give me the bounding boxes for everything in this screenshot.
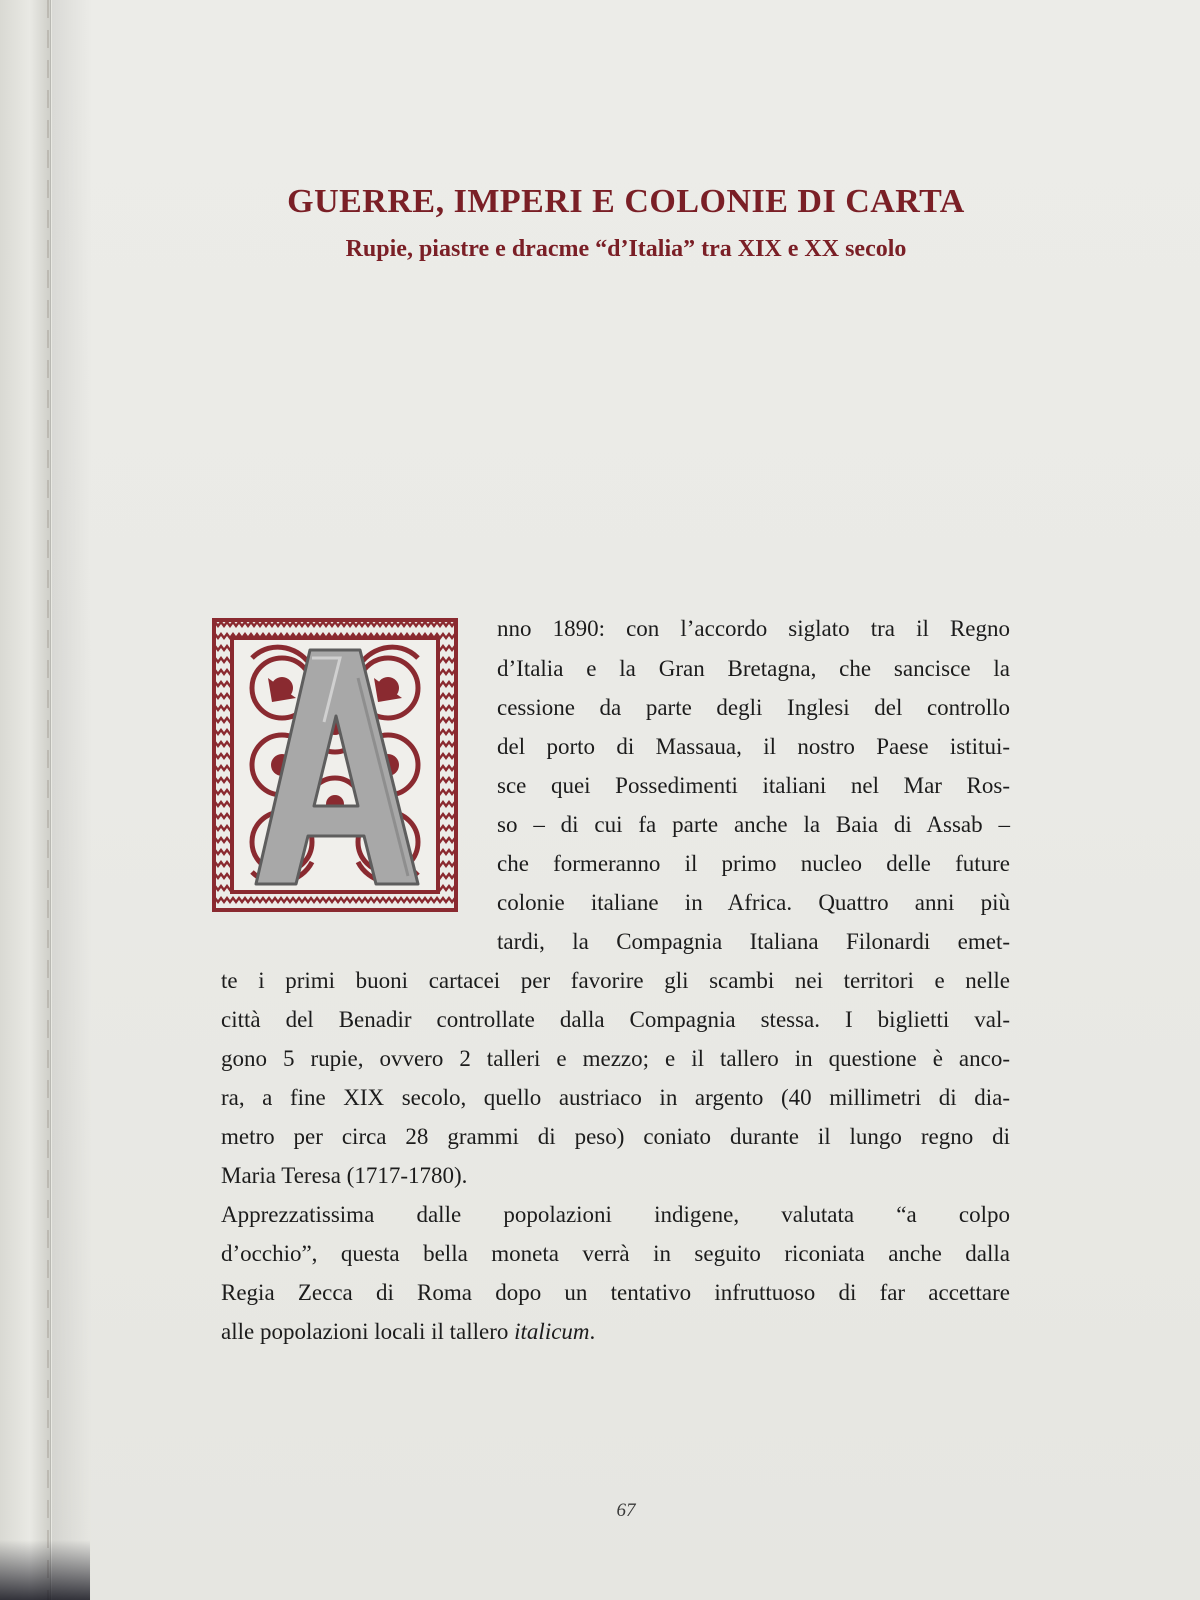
text-line: d’occhio”, questa bella moneta verrà in seguito riconiata anche dalla — [221, 1241, 1010, 1266]
text-line: sce quei Possedimenti italiani nel Mar Ros- — [497, 773, 1010, 798]
text-line: Regia Zecca di Roma dopo un tentativo infruttuoso di far accettare — [221, 1280, 1010, 1305]
text-line: d’Italia e la Gran Bretagna, che sancisce la — [497, 656, 1010, 681]
text-line-last — [221, 1317, 1010, 1347]
text-line: nno 1890: con l’accordo siglato tra il Regno — [497, 616, 1010, 641]
text-fragment: . — [589, 1319, 596, 1344]
chapter-subtitle: Rupie, piastre e dracme “d’Italia” tra XIX e XX secolo — [345, 236, 907, 262]
text-fragment: alle popolazioni locali il tallero — [221, 1319, 515, 1344]
text-line: Apprezzatissima dalle popolazioni indigene, valutata “a colpo — [221, 1202, 1010, 1227]
text-line: gono 5 rupie, ovvero 2 talleri e mezzo; e il tallero in questione è anco- — [221, 1046, 1010, 1071]
page-number: 67 — [616, 1500, 636, 1521]
text-line: colonie italiane in Africa. Quattro anni più — [497, 890, 1010, 915]
text-line: del porto di Massaua, il nostro Paese istitui- — [497, 734, 1010, 759]
text-line: metro per circa 28 grammi di peso) coniato durante il lungo regno di — [221, 1124, 1010, 1149]
text-line: so – di cui fa parte anche la Baia di Assab – — [497, 812, 1010, 837]
text-line: cessione da parte degli Inglesi del controllo — [497, 695, 1010, 720]
text-line: Maria Teresa (1717-1780). — [221, 1163, 468, 1188]
text-line: te i primi buoni cartacei per favorire gli scambi nei territori e nelle — [221, 968, 1010, 993]
italic-term: italicum — [514, 1319, 590, 1344]
text-line: città del Benadir controllate dalla Compagnia stessa. I biglietti val- — [221, 1007, 1010, 1032]
chapter-title: GUERRE, IMPERI E COLONIE DI CARTA — [287, 183, 965, 220]
text-line: che formeranno il primo nucleo delle future — [497, 851, 1010, 876]
text-line: ra, a fine XIX secolo, quello austriaco in argento (40 millimetri di dia- — [221, 1085, 1010, 1110]
text-line: tardi, la Compagnia Italiana Filonardi emet- — [497, 929, 1010, 954]
